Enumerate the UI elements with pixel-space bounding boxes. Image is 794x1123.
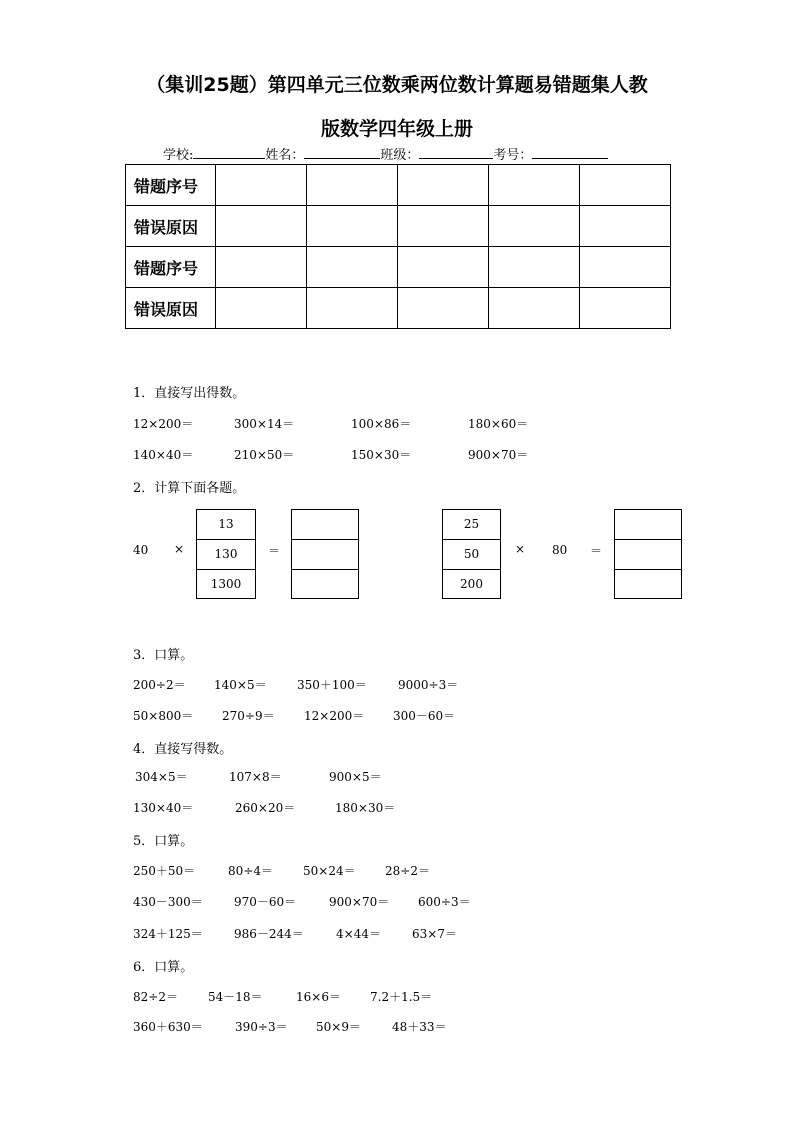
q5-expr: 986－244＝ [234, 927, 304, 941]
q2-right-answer-box [614, 509, 682, 599]
q4-expr: 304×5＝ [135, 770, 188, 784]
q2-right-multiplicand-box [442, 509, 501, 599]
multiplier-cell: 130 [197, 540, 255, 570]
q5-expr: 4×44＝ [336, 927, 381, 941]
q1-expr: 210×50＝ [234, 448, 295, 462]
q6-heading: 6．口算。 [133, 960, 194, 975]
q1-expr: 180×60＝ [468, 417, 529, 431]
table-cell[interactable] [398, 206, 489, 247]
equals-sign: ＝ [268, 544, 281, 558]
q3-expr: 9000÷3＝ [398, 678, 459, 692]
q1-expr: 900×70＝ [468, 448, 529, 462]
q2-left-factor: 40 [133, 543, 149, 557]
q1-expr: 12×200＝ [133, 417, 194, 431]
row-label: 错误原因 [126, 206, 216, 247]
exam-no-label: 考号： [493, 148, 533, 163]
table-cell[interactable] [489, 165, 580, 206]
q2-heading: 2．计算下面各题。 [133, 481, 246, 496]
q3-heading: 3．口算。 [133, 648, 194, 663]
q6-expr: 7.2＋1.5＝ [370, 990, 433, 1004]
q6-expr: 50×9＝ [316, 1020, 361, 1034]
table-cell[interactable] [489, 247, 580, 288]
q1-expr: 300×14＝ [234, 417, 295, 431]
q6-expr: 48＋33＝ [392, 1020, 447, 1034]
exam-no-blank[interactable] [532, 146, 608, 159]
class-label: 班级： [380, 148, 420, 163]
q1-expr: 140×40＝ [133, 448, 194, 462]
q5-expr: 430－300＝ [133, 895, 203, 909]
q3-expr: 200÷2＝ [133, 678, 186, 692]
q5-expr: 50×24＝ [303, 864, 356, 878]
name-blank[interactable] [304, 146, 380, 159]
table-cell[interactable] [307, 206, 398, 247]
multiplicand-cell: 25 [443, 510, 500, 540]
table-cell[interactable] [580, 206, 671, 247]
q5-expr: 900×70＝ [329, 895, 390, 909]
q6-expr: 16×6＝ [296, 990, 341, 1004]
table-cell[interactable] [398, 247, 489, 288]
answer-cell[interactable] [292, 570, 358, 600]
row-label: 错误原因 [126, 288, 216, 329]
table-cell[interactable] [216, 247, 307, 288]
table-cell[interactable] [489, 206, 580, 247]
q3-expr: 12×200＝ [304, 709, 365, 723]
q3-expr: 350＋100＝ [297, 678, 367, 692]
class-blank[interactable] [419, 146, 493, 159]
q5-heading: 5．口算。 [133, 834, 194, 849]
times-sign: × [174, 542, 185, 556]
row-label: 错题序号 [126, 165, 216, 206]
q5-expr: 970－60＝ [234, 895, 297, 909]
q3-expr: 270÷9＝ [222, 709, 275, 723]
name-label: 姓名： [265, 148, 305, 163]
answer-cell[interactable] [292, 540, 358, 570]
table-cell[interactable] [307, 288, 398, 329]
table-cell[interactable] [216, 288, 307, 329]
page-title-line1: （集训25题）第四单元三位数乘两位数计算题易错题集人教 [146, 74, 648, 96]
page-title-line2: 版数学四年级上册 [320, 118, 473, 140]
answer-cell[interactable] [615, 570, 681, 600]
table-row [126, 288, 671, 329]
row-label: 错题序号 [126, 247, 216, 288]
table-cell[interactable] [307, 247, 398, 288]
table-row [126, 247, 671, 288]
q3-expr: 300－60＝ [393, 709, 456, 723]
table-cell[interactable] [489, 288, 580, 329]
q6-expr: 360＋630＝ [133, 1020, 203, 1034]
q5-expr: 63×7＝ [412, 927, 457, 941]
error-record-table [125, 164, 671, 329]
q4-expr: 180×30＝ [335, 801, 396, 815]
table-cell[interactable] [216, 165, 307, 206]
table-cell[interactable] [216, 206, 307, 247]
equals-sign: ＝ [590, 544, 603, 558]
q4-expr: 130×40＝ [133, 801, 194, 815]
multiplicand-cell: 200 [460, 577, 483, 591]
q1-expr: 100×86＝ [351, 417, 412, 431]
table-cell[interactable] [398, 165, 489, 206]
student-info-line [163, 144, 608, 163]
q1-heading: 1．直接写出得数。 [133, 386, 246, 401]
q5-expr: 250＋50＝ [133, 864, 196, 878]
table-cell[interactable] [580, 288, 671, 329]
q4-expr: 900×5＝ [329, 770, 382, 784]
school-blank[interactable] [193, 146, 265, 159]
table-row [126, 165, 671, 206]
q5-expr: 600÷3＝ [418, 895, 471, 909]
q2-left-answer-box [291, 509, 359, 599]
q5-expr: 324＋125＝ [133, 927, 203, 941]
q6-expr: 82÷2＝ [133, 990, 178, 1004]
q3-expr: 50×800＝ [133, 709, 194, 723]
q2-left-multiplier-box [196, 509, 256, 599]
multiplier-cell: 13 [197, 510, 255, 540]
times-sign: × [515, 542, 526, 556]
q6-expr: 54－18＝ [208, 990, 263, 1004]
table-cell[interactable] [398, 288, 489, 329]
q6-expr: 390÷3＝ [235, 1020, 288, 1034]
table-cell[interactable] [580, 247, 671, 288]
multiplier-cell: 1300 [210, 577, 242, 591]
q5-expr: 28÷2＝ [385, 864, 430, 878]
answer-cell[interactable] [615, 510, 681, 540]
table-row [126, 206, 671, 247]
q3-expr: 140×5＝ [214, 678, 267, 692]
q2-right-factor: 80 [552, 543, 568, 557]
q4-expr: 107×8＝ [229, 770, 282, 784]
answer-cell[interactable] [292, 510, 358, 540]
q4-heading: 4．直接写得数。 [133, 742, 233, 757]
q4-expr: 260×20＝ [235, 801, 296, 815]
answer-cell[interactable] [615, 540, 681, 570]
school-label: 学校: [163, 148, 194, 163]
multiplicand-cell: 50 [443, 540, 500, 570]
q5-expr: 80÷4＝ [228, 864, 273, 878]
table-cell[interactable] [307, 165, 398, 206]
table-cell[interactable] [580, 165, 671, 206]
q1-expr: 150×30＝ [351, 448, 412, 462]
